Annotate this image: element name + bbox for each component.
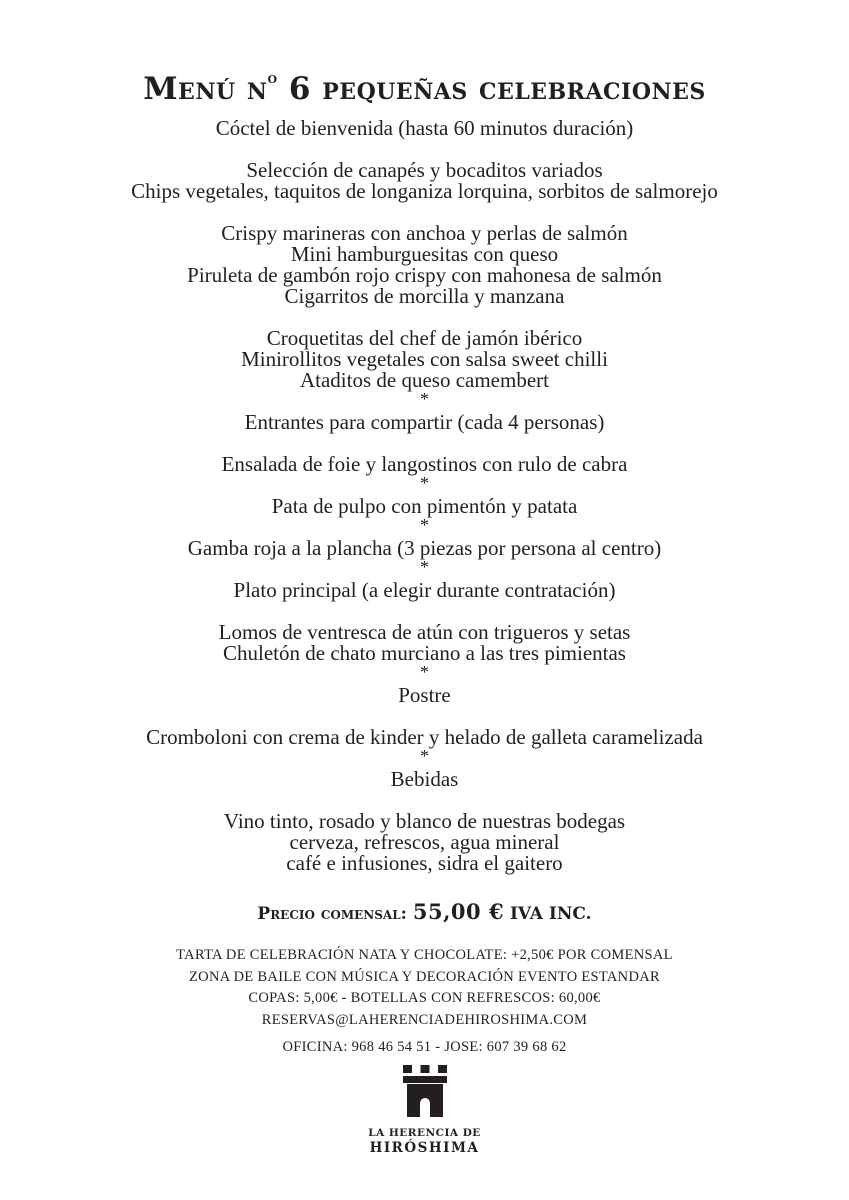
starter-item: Gamba roja a la plancha (3 piezas por persona al centro) xyxy=(187,536,662,560)
price-label: Precio comensal: xyxy=(257,904,407,924)
crispy-line: Crispy marineras con anchoa y perlas de salmón xyxy=(221,221,628,245)
separator-star: * xyxy=(420,473,429,493)
brand-logo xyxy=(0,1065,849,1157)
logo-line-1: LA HERENCIA DE xyxy=(368,1127,481,1139)
title-rest: 6 pequeñas celebraciones xyxy=(277,71,706,107)
price-amount: 55,00 € xyxy=(412,899,505,924)
drinks-heading: Bebidas xyxy=(390,767,459,791)
drink-line: café e infusiones, sidra el gaitero xyxy=(286,851,563,875)
title-superscript: o xyxy=(267,68,278,87)
menu-body xyxy=(0,118,849,874)
starters-heading: Entrantes para compartir (cada 4 personas) xyxy=(244,410,605,434)
drink-line: cerveza, refrescos, agua mineral xyxy=(289,830,560,854)
croqueta-line: Croquetitas del chef de jamón ibérico xyxy=(266,326,583,350)
starter-item: Pata de pulpo con pimentón y patata xyxy=(271,494,578,518)
crispy-line: Piruleta de gambón rojo crispy con mahonesa de salmón xyxy=(187,263,662,287)
separator-star: * xyxy=(420,746,429,766)
page-title xyxy=(0,54,849,113)
contact-phones: OFICINA: 968 46 54 51 - JOSE: 607 39 68 62 xyxy=(282,1039,567,1055)
canape-line: Selección de canapés y bocaditos variados xyxy=(246,158,603,182)
croqueta-line: Minirollitos vegetales con salsa sweet chilli xyxy=(241,347,608,371)
welcome-cocktail: Cóctel de bienvenida (hasta 60 minutos duración) xyxy=(215,116,634,140)
crispy-line: Cigarritos de morcilla y manzana xyxy=(284,284,565,308)
separator-star: * xyxy=(420,662,429,682)
title-prefix: Menú n xyxy=(143,71,268,107)
main-item: Lomos de ventresca de atún con trigueros y setas xyxy=(218,620,631,644)
separator-star: * xyxy=(420,515,429,535)
extras-block xyxy=(0,945,849,1059)
extra-drinks: COPAS: 5,00€ - BOTELLAS CON REFRESCOS: 60,00€ xyxy=(248,990,601,1006)
croqueta-line: Ataditos de queso camembert xyxy=(299,368,549,392)
logo-line-2: HIRÓSHIMA xyxy=(369,1140,480,1156)
crispy-line: Mini hamburguesitas con queso xyxy=(290,242,559,266)
main-item: Chuletón de chato murciano a las tres pimientas xyxy=(223,641,626,665)
main-heading: Plato principal (a elegir durante contratación) xyxy=(233,578,616,602)
reservation-email: RESERVAS@LAHERENCIADEHIROSHIMA.COM xyxy=(261,1011,588,1028)
dessert-heading: Postre xyxy=(398,683,451,707)
price-tax: IVA INC. xyxy=(509,904,592,924)
drink-line: Vino tinto, rosado y blanco de nuestras bodegas xyxy=(223,809,626,833)
canape-line: Chips vegetales, taquitos de longaniza lorquina, sorbitos de salmorejo xyxy=(131,179,718,203)
dessert-item: Cromboloni con crema de kinder y helado de galleta caramelizada xyxy=(146,725,703,749)
separator-star: * xyxy=(420,557,429,577)
extra-cake: TARTA DE CELEBRACIÓN NATA Y CHOCOLATE: +2,50€ POR COMENSAL xyxy=(176,947,673,963)
price-line xyxy=(0,897,849,929)
separator-star: * xyxy=(420,389,429,409)
castle-tower-icon xyxy=(401,1065,449,1117)
extra-dance: ZONA DE BAILE CON MÚSICA Y DECORACIÓN EVENTO ESTANDAR xyxy=(189,968,660,985)
starter-item: Ensalada de foie y langostinos con rulo de cabra xyxy=(221,452,628,476)
